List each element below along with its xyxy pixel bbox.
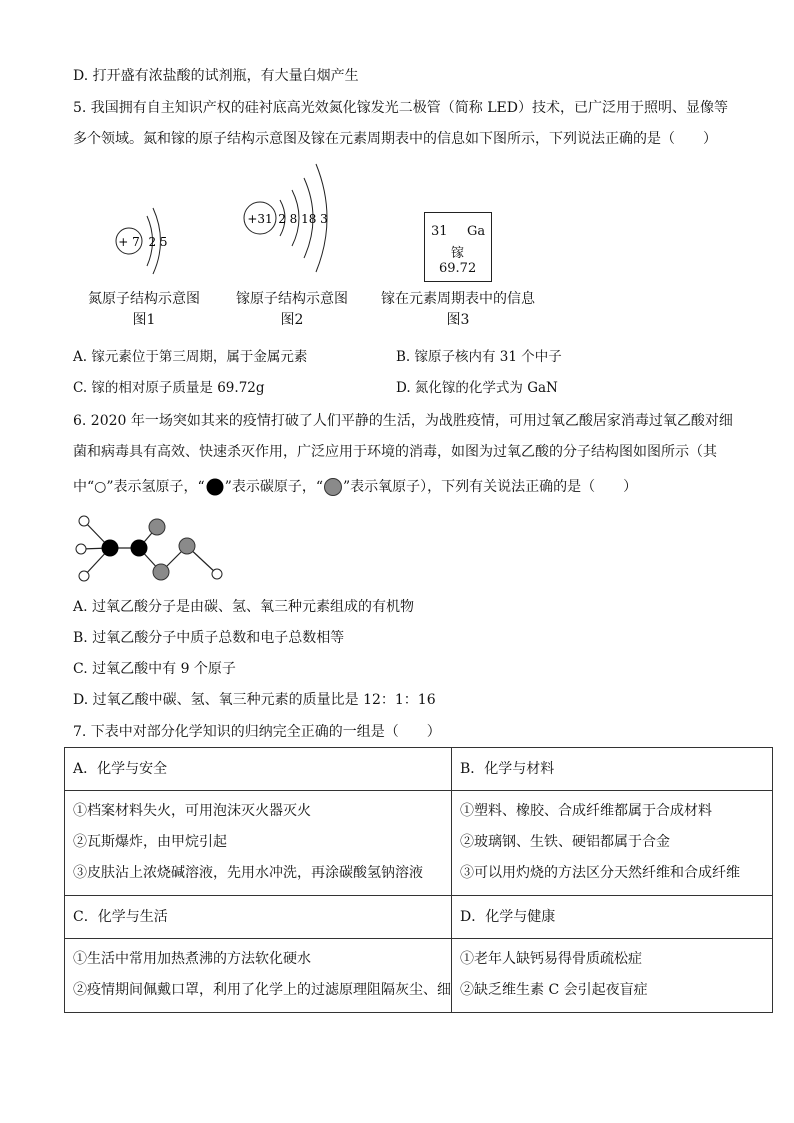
figure-3-title: 镓在元素周期表中的信息	[381, 291, 535, 307]
peracetic-acid-molecule-diagram	[70, 508, 230, 588]
list-item: ①老年人缺钙易得骨质疏松症	[460, 951, 642, 967]
group-b-items	[452, 791, 773, 896]
list-item: ③可以用灼烧的方法区分天然纤维和合成纤维	[460, 865, 740, 881]
list-item: ③皮肤沾上浓烧碱溶液，先用水冲洗，再涂碳酸氢钠溶液	[73, 865, 423, 881]
group-a-title: A．化学与安全	[65, 748, 452, 791]
group-b-title: B．化学与材料	[452, 748, 773, 791]
gallium-atom-diagram	[238, 156, 338, 276]
q6-stem-part-3: ”表示氧原子），下列有关说法正确的是（ ）	[343, 479, 638, 495]
q6-stem-line-2: 菌和病毒具有高效、快速杀灭作用，广泛应用于环境的消毒，如图为过氧乙酸的分子结构图如图所示（其	[73, 444, 717, 460]
group-d-title: D．化学与健康	[452, 896, 773, 939]
q6-option-a: A. 过氧乙酸分子是由碳、氢、氧三种元素组成的有机物	[73, 599, 415, 615]
list-item: ②疫情期间佩戴口罩，利用了化学上的过滤原理阻隔灰尘、细	[73, 982, 451, 998]
nitrogen-atom-diagram	[108, 196, 188, 286]
q7-stem: 7. 下表中对部分化学知识的归纳完全正确的一组是（ ）	[73, 724, 441, 740]
atomic-number: 31	[431, 224, 448, 239]
knowledge-table	[64, 747, 773, 1013]
group-c-items	[65, 939, 452, 1013]
group-a-items	[65, 791, 452, 896]
list-item: ①塑料、橡胶、合成纤维都属于合成材料	[460, 803, 712, 819]
q5-option-c: C. 镓的相对原子质量是 69.72g	[73, 380, 265, 396]
q4-option-d: D. 打开盛有浓盐酸的试剂瓶，有大量白烟产生	[73, 68, 359, 84]
periodic-table-cell	[424, 212, 492, 282]
n-nucleus-label: + 7	[118, 235, 140, 249]
ga-nucleus-label: +31	[247, 212, 273, 226]
group-c-title: C．化学与生活	[65, 896, 452, 939]
q6-stem-part-1: 中“○”表示氢原子，“	[73, 479, 205, 495]
q6-stem-line-1: 6. 2020 年一场突如其来的疫情打破了人们平静的生活，为战胜疫情，可用过氧乙酸居家消毒过氧乙酸对细	[73, 413, 733, 429]
q5-stem-line-1: 5. 我国拥有自主知识产权的硅衬底高光效氮化镓发光二极管（简称 LED）技术，已广泛用于照明、显像等	[73, 100, 728, 116]
q5-option-b: B. 镓原子核内有 31 个中子	[396, 349, 562, 365]
list-item: ①档案材料失火，可用泡沫灭火器灭火	[73, 803, 311, 819]
figure-1-label: 图1	[132, 312, 156, 328]
q5-option-a: A. 镓元素位于第三周期，属于金属元素	[73, 349, 308, 365]
element-name: 镓	[451, 246, 465, 261]
group-d-items	[452, 939, 773, 1013]
list-item: ②缺乏维生素 C 会引起夜盲症	[460, 982, 648, 998]
n-shell-electrons: 2 5	[148, 235, 168, 249]
q6-option-d: D. 过氧乙酸中碳、氢、氧三种元素的质量比是 12：1：16	[73, 692, 436, 708]
ga-shell-electrons: 2 8 18 3	[278, 212, 328, 226]
atomic-mass: 69.72	[439, 261, 477, 276]
list-item: ①生活中常用加热煮沸的方法软化硬水	[73, 951, 311, 967]
q6-stem-line-3	[73, 477, 637, 497]
figure-1-title: 氮原子结构示意图	[88, 291, 200, 307]
figure-3-label: 图3	[446, 312, 470, 328]
q5-option-d: D. 氮化镓的化学式为 GaN	[396, 380, 558, 396]
figure-2-title: 镓原子结构示意图	[236, 291, 348, 307]
q6-option-c: C. 过氧乙酸中有 9 个原子	[73, 661, 236, 677]
q6-option-b: B. 过氧乙酸分子中质子总数和电子总数相等	[73, 630, 345, 646]
figure-2-label: 图2	[280, 312, 304, 328]
carbon-atom-icon	[205, 477, 225, 497]
q5-stem-line-2: 多个领域。氮和镓的原子结构示意图及镓在元素周期表中的信息如下图所示，下列说法正确的是（ ）	[73, 131, 717, 147]
list-item: ②瓦斯爆炸，由甲烷引起	[73, 834, 227, 850]
oxygen-atom-icon	[323, 477, 343, 497]
element-symbol: Ga	[467, 224, 486, 239]
list-item: ②玻璃钢、生铁、硬铝都属于合金	[460, 834, 670, 850]
q6-stem-part-2: ”表示碳原子，“	[224, 479, 324, 495]
